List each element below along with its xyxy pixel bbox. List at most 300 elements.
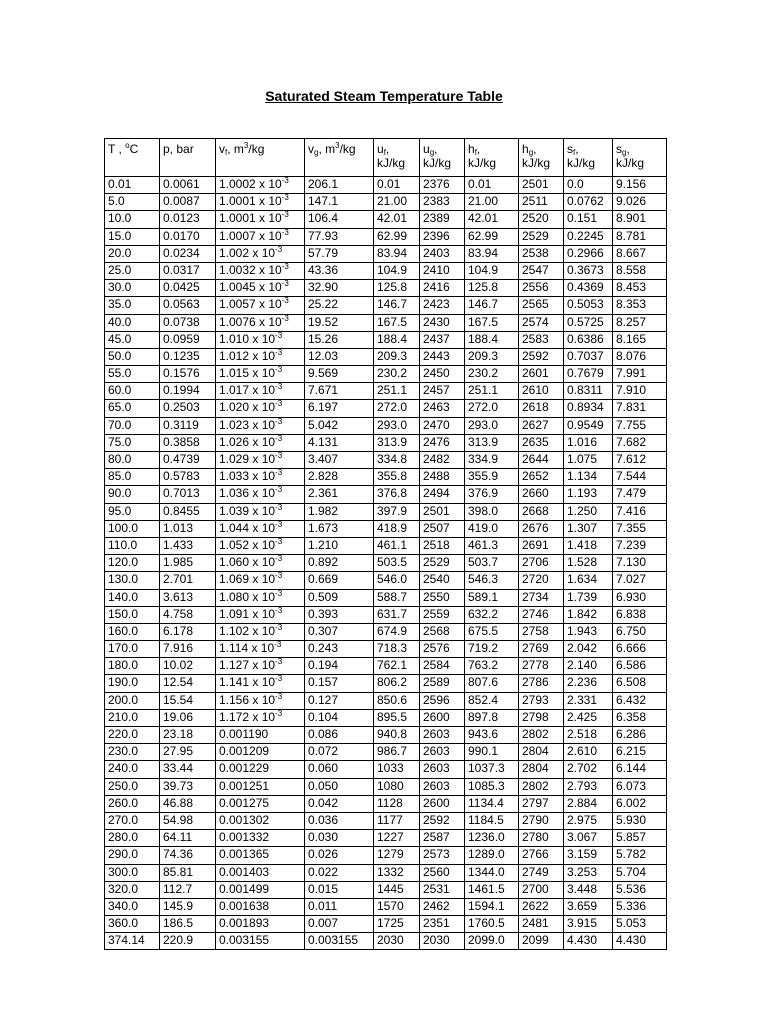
- table-cell-uf: 230.2: [374, 366, 420, 383]
- table-cell-p: 6.178: [160, 623, 216, 640]
- table-cell-vg: 2.828: [305, 469, 374, 486]
- table-row: [105, 194, 667, 211]
- table-cell-hg: 2556: [519, 280, 564, 297]
- table-row: [105, 366, 667, 383]
- table-cell-ug: 2476: [420, 434, 465, 451]
- table-cell-ug: 2596: [420, 692, 465, 709]
- table-cell-uf: 376.8: [374, 486, 420, 503]
- table-cell-hg: 2749: [519, 864, 564, 881]
- table-cell-t: 270.0: [105, 812, 160, 829]
- table-cell-p: 1.013: [160, 520, 216, 537]
- table-cell-ug: 2376: [420, 177, 465, 194]
- table-cell-hf: 376.9: [465, 486, 519, 503]
- table-cell-p: 19.06: [160, 709, 216, 726]
- table-cell-hf: 763.2: [465, 658, 519, 675]
- table-cell-t: 374.14: [105, 933, 160, 950]
- table-cell-uf: 293.0: [374, 417, 420, 434]
- table-cell-t: 230.0: [105, 744, 160, 761]
- table-cell-hf: 461.3: [465, 537, 519, 554]
- table-cell-sf: 2.610: [564, 744, 613, 761]
- column-header-hf: $h_f$, kJ/kg: [465, 139, 519, 177]
- table-row: [105, 589, 667, 606]
- table-cell-hf: 1236.0: [465, 830, 519, 847]
- table-cell-t: 200.0: [105, 692, 160, 709]
- table-cell-vg: 4.131: [305, 434, 374, 451]
- table-cell-vg: 0.007: [305, 916, 374, 933]
- table-cell-p: 0.1994: [160, 383, 216, 400]
- table-cell-uf: 718.3: [374, 641, 420, 658]
- table-cell-vf: 1.0001 x $10^{-3}$: [216, 194, 305, 211]
- table-cell-vg: 147.1: [305, 194, 374, 211]
- table-cell-vf: 1.012 x $10^{-3}$: [216, 348, 305, 365]
- table-cell-hf: 167.5: [465, 314, 519, 331]
- table-cell-vf: 0.001332: [216, 830, 305, 847]
- table-cell-vf: 1.0076 x $10^{-3}$: [216, 314, 305, 331]
- table-cell-hf: 355.9: [465, 469, 519, 486]
- table-cell-sg: 6.750: [613, 623, 667, 640]
- table-row: [105, 795, 667, 812]
- table-cell-t: 130.0: [105, 572, 160, 589]
- table-cell-sg: 6.432: [613, 692, 667, 709]
- table-cell-t: 15.0: [105, 228, 160, 245]
- table-cell-sf: 1.943: [564, 623, 613, 640]
- table-row: [105, 383, 667, 400]
- table-cell-ug: 2437: [420, 331, 465, 348]
- table-cell-hg: 2547: [519, 262, 564, 279]
- table-cell-vf: 1.102 x $10^{-3}$: [216, 623, 305, 640]
- table-row: [105, 211, 667, 228]
- table-cell-uf: 588.7: [374, 589, 420, 606]
- table-row: [105, 623, 667, 640]
- table-cell-hg: 2622: [519, 898, 564, 915]
- table-cell-p: 0.0170: [160, 228, 216, 245]
- table-cell-hg: 2778: [519, 658, 564, 675]
- table-cell-vg: 0.509: [305, 589, 374, 606]
- table-cell-vf: 1.114 x $10^{-3}$: [216, 641, 305, 658]
- table-cell-ug: 2488: [420, 469, 465, 486]
- table-cell-ug: 2531: [420, 881, 465, 898]
- table-cell-hf: 675.5: [465, 623, 519, 640]
- table-cell-ug: 2589: [420, 675, 465, 692]
- table-cell-sf: 0.5725: [564, 314, 613, 331]
- table-cell-hf: 230.2: [465, 366, 519, 383]
- table-cell-hg: 2481: [519, 916, 564, 933]
- table-cell-uf: 503.5: [374, 555, 420, 572]
- table-cell-sg: 7.239: [613, 537, 667, 554]
- table-cell-sg: 7.831: [613, 400, 667, 417]
- table-row: [105, 864, 667, 881]
- table-cell-sf: 0.0: [564, 177, 613, 194]
- table-cell-hg: 2804: [519, 761, 564, 778]
- table-cell-p: 145.9: [160, 898, 216, 915]
- table-cell-p: 0.3858: [160, 434, 216, 451]
- table-cell-p: 220.9: [160, 933, 216, 950]
- table-cell-p: 64.11: [160, 830, 216, 847]
- table-cell-vf: 1.029 x $10^{-3}$: [216, 452, 305, 469]
- table-cell-ug: 2457: [420, 383, 465, 400]
- table-cell-uf: 1279: [374, 847, 420, 864]
- table-cell-hg: 2668: [519, 503, 564, 520]
- table-cell-hf: 313.9: [465, 434, 519, 451]
- table-cell-p: 0.0959: [160, 331, 216, 348]
- table-cell-vf: 0.001209: [216, 744, 305, 761]
- table-cell-hg: 2797: [519, 795, 564, 812]
- table-cell-sf: 0.4369: [564, 280, 613, 297]
- table-row: [105, 606, 667, 623]
- table-cell-p: 0.5783: [160, 469, 216, 486]
- column-header-hg: $h_g$, kJ/kg: [519, 139, 564, 177]
- table-cell-vf: 1.026 x $10^{-3}$: [216, 434, 305, 451]
- table-cell-sf: 0.2966: [564, 245, 613, 262]
- table-row: [105, 675, 667, 692]
- table-cell-hf: 1184.5: [465, 812, 519, 829]
- table-cell-sf: 1.250: [564, 503, 613, 520]
- table-cell-uf: 418.9: [374, 520, 420, 537]
- table-cell-uf: 1033: [374, 761, 420, 778]
- table-cell-hf: 62.99: [465, 228, 519, 245]
- table-cell-uf: 2030: [374, 933, 420, 950]
- table-row: [105, 417, 667, 434]
- table-cell-ug: 2403: [420, 245, 465, 262]
- table-cell-ug: 2443: [420, 348, 465, 365]
- table-cell-sg: 6.508: [613, 675, 667, 692]
- table-cell-sg: 7.479: [613, 486, 667, 503]
- table-cell-ug: 2550: [420, 589, 465, 606]
- table-cell-ug: 2501: [420, 503, 465, 520]
- table-cell-hg: 2758: [519, 623, 564, 640]
- table-cell-ug: 2423: [420, 297, 465, 314]
- table-cell-vg: 206.1: [305, 177, 374, 194]
- table-cell-hf: 897.8: [465, 709, 519, 726]
- table-cell-p: 0.2503: [160, 400, 216, 417]
- table-cell-sg: 5.857: [613, 830, 667, 847]
- table-cell-vg: 0.050: [305, 778, 374, 795]
- table-cell-p: 0.0087: [160, 194, 216, 211]
- table-cell-t: 150.0: [105, 606, 160, 623]
- table-cell-p: 0.3119: [160, 417, 216, 434]
- table-cell-vg: 0.003155: [305, 933, 374, 950]
- table-cell-hf: 546.3: [465, 572, 519, 589]
- table-cell-sf: 1.418: [564, 537, 613, 554]
- table-cell-sg: 7.130: [613, 555, 667, 572]
- table-row: [105, 452, 667, 469]
- table-cell-sg: 7.755: [613, 417, 667, 434]
- table-cell-sf: 2.518: [564, 727, 613, 744]
- table-cell-t: 0.01: [105, 177, 160, 194]
- table-cell-hf: 188.4: [465, 331, 519, 348]
- table-cell-hg: 2802: [519, 778, 564, 795]
- table-cell-sg: 8.353: [613, 297, 667, 314]
- table-cell-sf: 1.016: [564, 434, 613, 451]
- table-cell-p: 23.18: [160, 727, 216, 744]
- table-cell-sg: 6.002: [613, 795, 667, 812]
- table-cell-hg: 2802: [519, 727, 564, 744]
- table-cell-vg: 0.036: [305, 812, 374, 829]
- table-cell-hg: 2746: [519, 606, 564, 623]
- table-cell-ug: 2529: [420, 555, 465, 572]
- table-cell-uf: 21.00: [374, 194, 420, 211]
- table-cell-sg: 5.704: [613, 864, 667, 881]
- table-row: [105, 709, 667, 726]
- table-cell-sg: 7.027: [613, 572, 667, 589]
- table-cell-hf: 807.6: [465, 675, 519, 692]
- table-cell-hg: 2511: [519, 194, 564, 211]
- table-cell-vf: 1.0007 x $10^{-3}$: [216, 228, 305, 245]
- table-cell-t: 240.0: [105, 761, 160, 778]
- table-cell-uf: 546.0: [374, 572, 420, 589]
- table-cell-sf: 3.448: [564, 881, 613, 898]
- table-cell-uf: 895.5: [374, 709, 420, 726]
- table-cell-sf: 0.5053: [564, 297, 613, 314]
- table-cell-sf: 0.151: [564, 211, 613, 228]
- table-cell-vg: 12.03: [305, 348, 374, 365]
- table-cell-vf: 0.001499: [216, 881, 305, 898]
- table-cell-ug: 2389: [420, 211, 465, 228]
- table-cell-vf: 1.0002 x $10^{-3}$: [216, 177, 305, 194]
- table-row: [105, 692, 667, 709]
- table-cell-vf: 0.001190: [216, 727, 305, 744]
- table-cell-p: 0.0563: [160, 297, 216, 314]
- table-cell-sg: 6.666: [613, 641, 667, 658]
- table-cell-hf: 990.1: [465, 744, 519, 761]
- table-row: [105, 297, 667, 314]
- table-cell-vg: 0.194: [305, 658, 374, 675]
- table-cell-sg: 8.257: [613, 314, 667, 331]
- column-header-vf: $v_f$, $m^3/kg$: [216, 139, 305, 177]
- table-cell-p: 3.613: [160, 589, 216, 606]
- table-cell-sg: 5.053: [613, 916, 667, 933]
- table-cell-vf: 1.080 x $10^{-3}$: [216, 589, 305, 606]
- table-cell-ug: 2463: [420, 400, 465, 417]
- table-row: [105, 812, 667, 829]
- table-cell-vf: 1.141 x $10^{-3}$: [216, 675, 305, 692]
- table-cell-vf: 1.127 x $10^{-3}$: [216, 658, 305, 675]
- table-cell-ug: 2603: [420, 744, 465, 761]
- table-row: [105, 830, 667, 847]
- table-cell-sf: 3.659: [564, 898, 613, 915]
- table-cell-uf: 806.2: [374, 675, 420, 692]
- table-cell-hg: 2592: [519, 348, 564, 365]
- table-cell-sf: 1.634: [564, 572, 613, 589]
- table-cell-t: 340.0: [105, 898, 160, 915]
- table-cell-sf: 1.842: [564, 606, 613, 623]
- table-cell-t: 140.0: [105, 589, 160, 606]
- table-cell-hg: 2520: [519, 211, 564, 228]
- table-row: [105, 177, 667, 194]
- table-cell-vg: 1.982: [305, 503, 374, 520]
- table-cell-hf: 1037.3: [465, 761, 519, 778]
- table-cell-vg: 0.030: [305, 830, 374, 847]
- table-cell-vg: 0.086: [305, 727, 374, 744]
- table-cell-vf: 1.052 x $10^{-3}$: [216, 537, 305, 554]
- table-cell-vf: 0.001403: [216, 864, 305, 881]
- table-cell-p: 1.985: [160, 555, 216, 572]
- table-cell-vf: 0.001302: [216, 812, 305, 829]
- table-cell-vg: 7.671: [305, 383, 374, 400]
- table-cell-uf: 167.5: [374, 314, 420, 331]
- table-cell-sg: 5.336: [613, 898, 667, 915]
- table-cell-uf: 209.3: [374, 348, 420, 365]
- table-cell-vg: 57.79: [305, 245, 374, 262]
- table-cell-vg: 15.26: [305, 331, 374, 348]
- table-cell-vg: 0.157: [305, 675, 374, 692]
- table-row: [105, 520, 667, 537]
- table-cell-p: 0.0317: [160, 262, 216, 279]
- table-cell-t: 260.0: [105, 795, 160, 812]
- table-row: [105, 434, 667, 451]
- table-cell-hg: 2618: [519, 400, 564, 417]
- table-cell-t: 280.0: [105, 830, 160, 847]
- table-row: [105, 314, 667, 331]
- table-cell-vf: 0.001893: [216, 916, 305, 933]
- table-cell-hg: 2700: [519, 881, 564, 898]
- table-cell-uf: 1177: [374, 812, 420, 829]
- table-cell-t: 160.0: [105, 623, 160, 640]
- table-cell-t: 85.0: [105, 469, 160, 486]
- table-cell-sg: 7.910: [613, 383, 667, 400]
- table-cell-sf: 2.793: [564, 778, 613, 795]
- table-cell-vf: 1.0032 x $10^{-3}$: [216, 262, 305, 279]
- table-cell-uf: 1128: [374, 795, 420, 812]
- table-cell-ug: 2603: [420, 761, 465, 778]
- table-cell-t: 320.0: [105, 881, 160, 898]
- table-cell-vf: 1.0001 x $10^{-3}$: [216, 211, 305, 228]
- table-cell-sf: 0.6386: [564, 331, 613, 348]
- table-cell-sg: 7.682: [613, 434, 667, 451]
- table-cell-t: 30.0: [105, 280, 160, 297]
- table-cell-hf: 632.2: [465, 606, 519, 623]
- table-cell-sf: 2.425: [564, 709, 613, 726]
- table-cell-vg: 0.072: [305, 744, 374, 761]
- column-header-vg: $v_g$, $m^3/kg$: [305, 139, 374, 177]
- table-cell-uf: 334.8: [374, 452, 420, 469]
- table-cell-hf: 125.8: [465, 280, 519, 297]
- table-cell-p: 0.1235: [160, 348, 216, 365]
- table-cell-ug: 2592: [420, 812, 465, 829]
- table-cell-uf: 1570: [374, 898, 420, 915]
- table-row: [105, 641, 667, 658]
- table-row: [105, 555, 667, 572]
- table-cell-vg: 19.52: [305, 314, 374, 331]
- table-cell-ug: 2470: [420, 417, 465, 434]
- table-cell-sg: 6.073: [613, 778, 667, 795]
- table-row: [105, 262, 667, 279]
- table-cell-p: 85.81: [160, 864, 216, 881]
- table-cell-hf: 1461.5: [465, 881, 519, 898]
- table-cell-vg: 43.36: [305, 262, 374, 279]
- table-cell-t: 60.0: [105, 383, 160, 400]
- table-cell-vg: 0.060: [305, 761, 374, 778]
- table-row: [105, 572, 667, 589]
- table-cell-sf: 0.7679: [564, 366, 613, 383]
- table-cell-vf: 1.091 x $10^{-3}$: [216, 606, 305, 623]
- table-cell-sg: 8.901: [613, 211, 667, 228]
- table-row: [105, 486, 667, 503]
- table-row: [105, 933, 667, 950]
- table-cell-sg: 6.838: [613, 606, 667, 623]
- table-cell-ug: 2396: [420, 228, 465, 245]
- table-cell-t: 50.0: [105, 348, 160, 365]
- table-cell-p: 0.1576: [160, 366, 216, 383]
- table-cell-t: 35.0: [105, 297, 160, 314]
- table-cell-vg: 0.669: [305, 572, 374, 589]
- table-cell-vg: 106.4: [305, 211, 374, 228]
- table-cell-hf: 209.3: [465, 348, 519, 365]
- table-cell-t: 20.0: [105, 245, 160, 262]
- table-cell-uf: 62.99: [374, 228, 420, 245]
- table-cell-uf: 674.9: [374, 623, 420, 640]
- table-cell-vf: 0.001638: [216, 898, 305, 915]
- table-cell-hf: 1134.4: [465, 795, 519, 812]
- table-cell-hg: 2691: [519, 537, 564, 554]
- table-cell-vf: 1.060 x $10^{-3}$: [216, 555, 305, 572]
- table-cell-p: 0.0123: [160, 211, 216, 228]
- table-cell-vf: 1.0045 x $10^{-3}$: [216, 280, 305, 297]
- table-cell-sf: 2.331: [564, 692, 613, 709]
- column-header-uf: $u_f$, kJ/kg: [374, 139, 420, 177]
- table-cell-sf: 1.307: [564, 520, 613, 537]
- table-cell-t: 100.0: [105, 520, 160, 537]
- table-cell-ug: 2410: [420, 262, 465, 279]
- table-cell-vg: 0.243: [305, 641, 374, 658]
- table-cell-sg: 8.076: [613, 348, 667, 365]
- table-cell-ug: 2482: [420, 452, 465, 469]
- table-cell-uf: 188.4: [374, 331, 420, 348]
- table-row: [105, 916, 667, 933]
- table-cell-sf: 2.975: [564, 812, 613, 829]
- table-cell-t: 55.0: [105, 366, 160, 383]
- table-cell-ug: 2507: [420, 520, 465, 537]
- table-cell-t: 220.0: [105, 727, 160, 744]
- table-cell-hg: 2538: [519, 245, 564, 262]
- table-cell-uf: 146.7: [374, 297, 420, 314]
- table-cell-p: 0.0738: [160, 314, 216, 331]
- table-cell-p: 7.916: [160, 641, 216, 658]
- table-cell-hf: 146.7: [465, 297, 519, 314]
- table-cell-vg: 0.026: [305, 847, 374, 864]
- table-cell-vg: 77.93: [305, 228, 374, 245]
- table-cell-vg: 2.361: [305, 486, 374, 503]
- table-cell-p: 112.7: [160, 881, 216, 898]
- table-cell-ug: 2568: [420, 623, 465, 640]
- table-cell-hg: 2099: [519, 933, 564, 950]
- table-cell-vf: 0.001229: [216, 761, 305, 778]
- table-cell-ug: 2603: [420, 727, 465, 744]
- table-cell-hf: 852.4: [465, 692, 519, 709]
- table-cell-vg: 0.307: [305, 623, 374, 640]
- table-cell-vg: 1.673: [305, 520, 374, 537]
- table-cell-vg: 0.127: [305, 692, 374, 709]
- table-cell-hf: 1594.1: [465, 898, 519, 915]
- table-cell-sf: 0.9549: [564, 417, 613, 434]
- table-cell-ug: 2600: [420, 795, 465, 812]
- table-cell-sg: 8.558: [613, 262, 667, 279]
- table-cell-uf: 1227: [374, 830, 420, 847]
- header-row: [105, 139, 667, 177]
- table-body: [105, 177, 667, 950]
- table-cell-p: 27.95: [160, 744, 216, 761]
- table-cell-hf: 943.6: [465, 727, 519, 744]
- table-cell-t: 180.0: [105, 658, 160, 675]
- table-cell-ug: 2351: [420, 916, 465, 933]
- table-cell-vf: 0.003155: [216, 933, 305, 950]
- table-cell-sf: 4.430: [564, 933, 613, 950]
- table-cell-sg: 7.612: [613, 452, 667, 469]
- table-cell-sf: 0.7037: [564, 348, 613, 365]
- column-header-sg: $s_g$, kJ/kg: [613, 139, 667, 177]
- table-cell-sg: 5.782: [613, 847, 667, 864]
- table-row: [105, 727, 667, 744]
